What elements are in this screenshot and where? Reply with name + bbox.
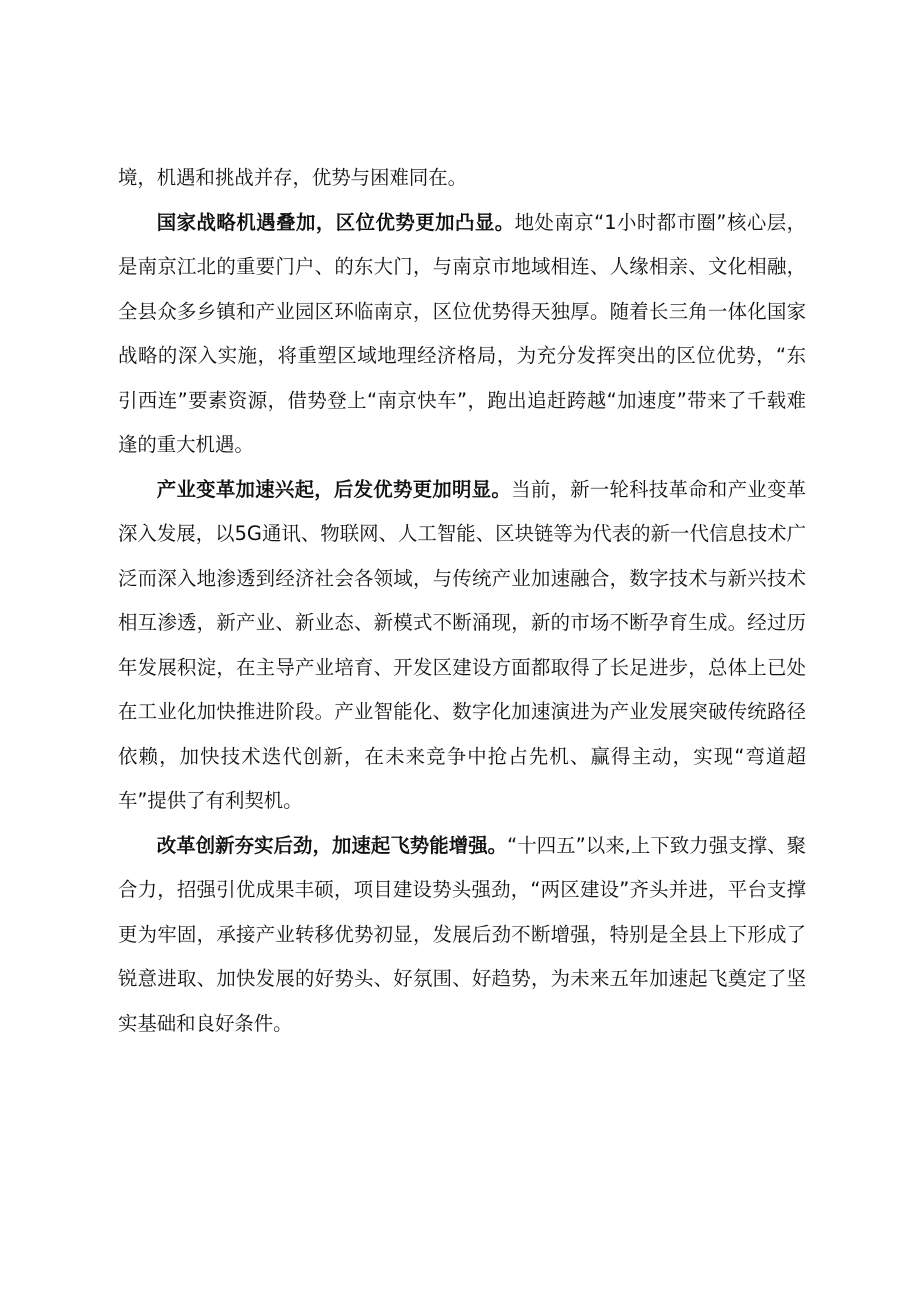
body-text xyxy=(118,156,806,1046)
paragraph-text: 地处南京“1小时都市圈”核心层，是南京江北的重要门户、的东大门，与南京市地域相连、人缘相亲、文化相融，全县众多乡镇和产业园区环临南京，区位优势得天独厚。随着长三角一体化国家战略的深入实施，将重塑区域地理经济格局，为充分发挥突出的区位优势，“东引西连”要素资源，借势登上“南京快车”，跑出追赶跨越“加速度”带来了千载难逢的重大机遇。 xyxy=(118,210,806,456)
paragraph-text: 当前，新一轮科技革命和产业变革深入发展，以5G通讯、物联网、人工智能、区块链等为代表的新一代信息技术广泛而深入地渗透到经济社会各领域，与传统产业加速融合，数字技术与新兴技术相互渗透，新产业、新业态、新模式不断涌现，新的市场不断孕育生成。经过历年发展积淀，在主导产业培育、开发区建设方面都取得了长足进步，总体上已处在工业化加快推进阶段。产业智能化、数字化加速演进为产业发展突破传统路径依赖，加快技术迭代创新，在未来竞争中抢占先机、赢得主动，实现“弯道超车”提供了有利契机。 xyxy=(118,477,807,812)
paragraph-text: “十四五”以来,上下致力强支撑、聚合力，招强引优成果丰硕，项目建设势头强劲，“两区建设”齐头并进，平台支撑更为牢固，承接产业转移优势初显，发展后劲不断增强，特别是全县上下形成了锐意进取、加快发展的好势头、好氛围、好趋势，为未来五年加速起飞奠定了坚实基础和良好条件。 xyxy=(118,833,806,1035)
paragraph-national-strategy xyxy=(118,201,806,468)
paragraph-lead-heading: 产业变革加速兴起，后发优势更加明显。 xyxy=(156,477,512,501)
paragraph-lead-heading: 改革创新夯实后劲，加速起飞势能增强。 xyxy=(156,833,508,857)
paragraph-text: 境，机遇和挑战并存，优势与困难同在。 xyxy=(118,166,468,189)
paragraph-reform-innovation xyxy=(118,824,806,1047)
paragraph-continuation xyxy=(118,156,806,201)
paragraph-lead-heading: 国家战略机遇叠加，区位优势更加凸显。 xyxy=(156,210,515,234)
paragraph-industrial-transformation xyxy=(118,468,806,824)
